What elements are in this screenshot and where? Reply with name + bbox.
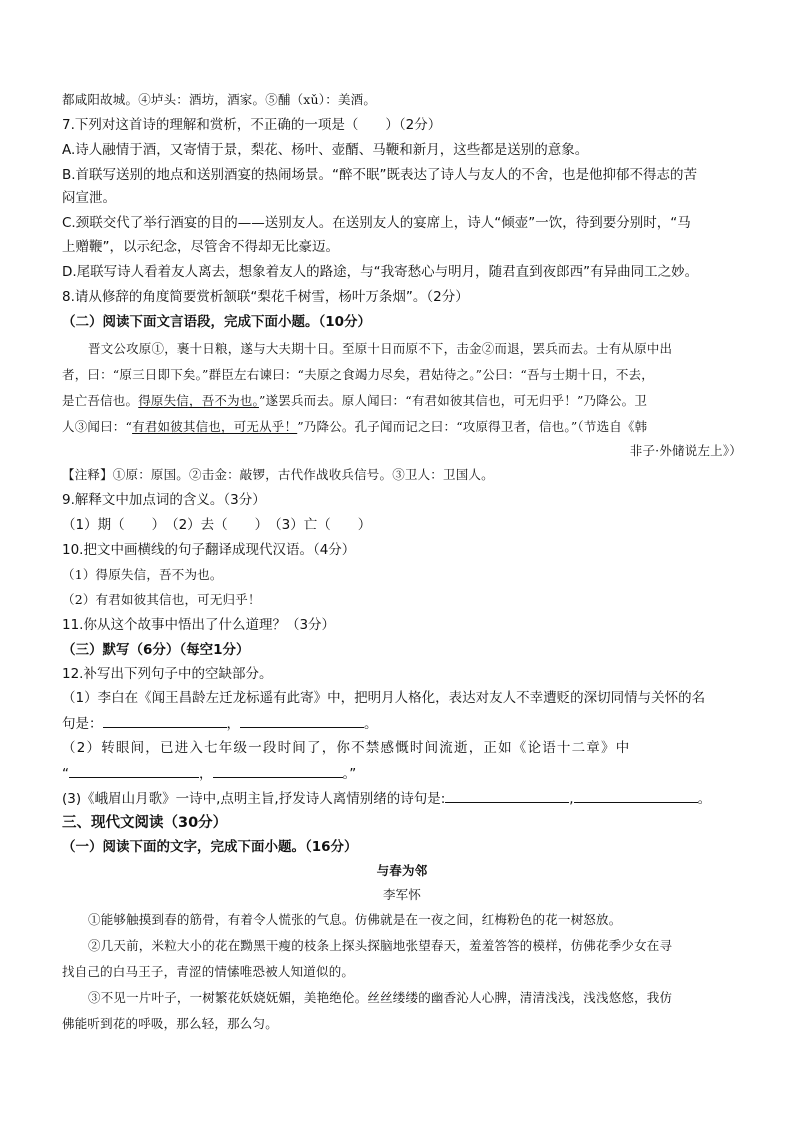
question-9-items: （1）期（ ） （2）去（ ） （3）亡（ ） [62,517,372,533]
article-paragraph-2-line2: 找自己的白马王子，青涩的情愫唯恐被人知道似的。 [62,964,355,979]
article-author: 李军怀 [382,887,422,902]
classical-text-line2: 者，曰：“原三日即下矣。”群臣左右谏曰：“夫原之食竭力尽矣，君姑待之。”公曰：“吾与士期十日，不去， [62,367,654,382]
question-7-option-a: A.诗人融情于酒，又寄情于景，梨花、杨叶、壶醑、马鞭和新月，这些都是送别的意象。 [62,142,589,158]
question-10-stem: 10.把文中画横线的句子翻译成现代汉语。（4分） [62,542,356,558]
answer-blank[interactable] [445,788,569,803]
answer-blank[interactable] [213,763,343,778]
question-12-item3 [62,788,711,809]
question-7-option-c-line1: C.颈联交代了举行酒宴的目的——送别友人。在送别友人的宴席上，诗人“倾壶”一饮，待到要分别时，“马 [62,215,691,231]
answer-blank[interactable] [240,713,364,728]
question-7-option-d: D.尾联写诗人看着友人离去，想象着友人的路途，与“我寄愁心与明月，随君直到夜郎西”有异曲同工之妙。 [62,264,699,280]
text-segment: 是亡吾信也。 [62,393,139,408]
classical-text-line4 [62,417,647,437]
answer-blank[interactable] [574,788,698,803]
classical-text-source: 非子·外储说左上》） [629,443,742,458]
poem-footnote: 都咸阳故城。④垆头：酒坊，酒家。⑤酺（xǔ）：美酒。 [62,92,377,107]
article-title: 与春为邻 [376,863,428,878]
text-segment: 人③闻曰：“ [62,419,133,434]
underlined-sentence-1: 得原失信，吾不为也。 [138,393,259,408]
text-segment: ， [226,716,240,732]
question-9-stem: 9.解释文中加点词的含义。（3分） [62,492,266,508]
text-segment: 句是： [62,716,103,732]
article-paragraph-3-line2: 佛能听到花的呼吸，那么轻，那么匀。 [62,1016,278,1031]
question-10-sentence-2: （2）有君如彼其信也，可无归乎！ [62,592,261,607]
answer-blank[interactable] [69,763,199,778]
text-segment: 。 [364,716,378,732]
article-paragraph-1: ①能够触摸到春的筋骨，有着令人慌张的气息。仿佛就是在一夜之间，红梅粉色的花一树怒放。 [88,912,622,927]
part-3-heading: 三、现代文阅读（30分） [62,815,228,831]
text-segment: ”乃降公。孔子闻而记之曰：“攻原得卫者，信也。”（节选自《韩 [297,419,648,434]
text-segment: “ [62,766,69,782]
question-12-item2-line2 [62,763,356,784]
modern-reading-heading: （一）阅读下面的文字，完成下面小题。（16分） [62,839,358,855]
question-12-item2-line1: （2）转眼间，已进入七年级一段时间了，你不禁感慨时间流逝，正如《论语十二章》中 [62,740,631,756]
underlined-sentence-2: 有君如彼其信也，可无从乎！ [132,419,298,434]
classical-text-line1: 晋文公攻原①，裹十日粮，遂与大夫期十日。至原十日而原不下，击金②而退，罢兵而去。士有从原中出 [88,341,673,356]
question-7-option-b-line2: 闷宣泄。 [62,190,116,206]
section-classical-heading: （二）阅读下面文言语段，完成下面小题。（10分） [62,314,372,330]
text-segment: 。 [697,791,712,807]
text-segment: , [569,791,574,807]
text-segment: (3)《峨眉山月歌》一诗中,点明主旨,抒发诗人离情别绪的诗句是: [62,791,446,807]
text-segment: ， [199,766,213,782]
question-7-option-c-line2: 上赠鞭”，以示纪念，尽管舍不得却无比豪迈。 [62,239,339,255]
question-7-option-b-line1: B.首联写送别的地点和送别酒宴的热闹场景。“醉不眠”既表达了诗人与友人的不舍，也是他抑郁不得志的苦 [62,167,698,183]
answer-blank[interactable] [103,713,227,728]
text-segment: ”遂罢兵而去。原人闻曰：“有君如彼其信也，可无归乎！”乃降公。卫 [258,393,648,408]
article-paragraph-2-line1: ②几天前，米粒大小的花在黝黑干瘦的枝条上探头探脑地张望春天，羞羞答答的模样，仿佛花季少女在寻 [88,938,673,953]
article-paragraph-3-line1: ③不见一片叶子，一树繁花妖娆妩媚，美艳绝伦。丝丝缕缕的幽香沁人心脾，清清浅浅，浅浅悠悠，我仿 [88,990,673,1005]
section-dictation-heading: （三）默写（6分）（每空1分） [62,642,250,658]
question-7-stem: 7.下列对这首诗的理解和赏析，不正确的一项是（ ）（2分） [62,117,442,133]
classical-notes: 【注释】①原：原国。②击金：敲锣，古代作战收兵信号。③卫人：卫国人。 [62,467,494,482]
question-8: 8.请从修辞的角度简要赏析颔联“梨花千树雪，杨叶万条烟”。（2分） [62,289,469,305]
classical-text-line3 [62,391,647,411]
question-10-sentence-1: （1）得原失信，吾不为也。 [62,567,223,582]
text-segment: 。” [342,766,357,782]
question-11: 11.你从这个故事中悟出了什么道理？（3分） [62,617,336,633]
question-12-item1-line1: （1）李白在《闻王昌龄左迁龙标遥有此寄》中，把明月人格化，表达对友人不幸遭贬的深切同情与关怀的名 [62,690,706,706]
question-12-item1-line2 [62,713,378,734]
question-12-stem: 12.补写出下列句子中的空缺部分。 [62,666,273,682]
